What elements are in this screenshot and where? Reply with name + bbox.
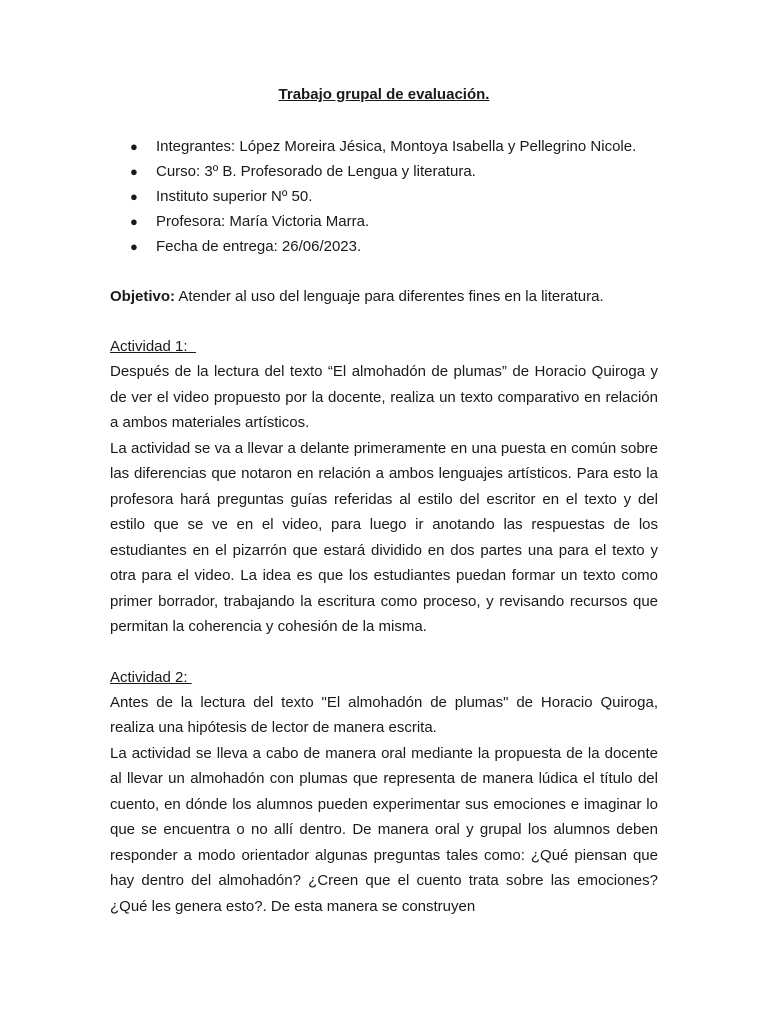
bullet-icon: ● [130,214,138,229]
activity-2-paragraph-1: Antes de la lectura del texto "El almohadón de plumas" de Horacio Quiroga, realiza una hipótesis de lector de manera escrita. [110,693,658,736]
objective-text: Atender al uso del lenguaje para diferentes fines en la literatura. [175,288,604,305]
objective [110,284,658,309]
info-item-course [130,159,658,184]
bullet-icon: ● [130,239,138,254]
activity-2-heading: Actividad 2: [110,668,192,686]
activity-2-paragraph-2: La actividad se lleva a cabo de manera oral mediante la propuesta de la docente al llevar un almohadón con plumas que representa de manera lúdica el título del cuento, en dónde los alumnos pueden experimentar sus emociones e imaginar lo que se encuentra o no allí dentro. De manera oral y grupal los alumnos deben responder a modo orientador algunas preguntas tales como: ¿Qué piensan que hay dentro del almohadón? ¿Creen que el cuento trata sobre las emociones? ¿Qué les genera esto?. De esta manera se construyen [110,744,658,915]
info-item-text: Fecha de entrega: 26/06/2023. [156,238,362,255]
info-list [110,134,658,259]
bullet-icon: ● [130,189,138,204]
info-item-institute [130,184,658,209]
bullet-icon: ● [130,139,138,154]
activity-1-paragraph-2: La actividad se va a llevar a delante primeramente en una puesta en común sobre las diferencias que notaron en relación a ambos lenguajes artísticos. Para esto la profesora hará preguntas guías referidas al estilo del escritor en el texto y del estilo que se ve en el video, para luego ir anotando las respuestas de los estudiantes en el pizarrón que estará dividido en dos partes una para el texto y otra para el video. La idea es que los estudiantes puedan formar un texto como primer borrador, trabajando la escritura como proceso, y revisando recursos que permitan la coherencia y cohesión de la misma. [110,439,658,635]
objective-label: Objetivo: [110,288,176,305]
info-item-members [130,134,658,159]
activity-2-section [110,665,658,920]
info-item-text: Profesora: María Victoria Marra. [156,213,370,230]
info-item-text: Curso: 3º B. Profesorado de Lengua y literatura. [156,163,476,180]
info-item-due-date [130,234,658,259]
bullet-icon: ● [130,164,138,179]
info-item-teacher [130,209,658,234]
document-title: Trabajo grupal de evaluación. [278,86,490,103]
info-item-text: Instituto superior Nº 50. [156,188,313,205]
info-item-text: Integrantes: López Moreira Jésica, Montoya Isabella y Pellegrino Nicole. [156,138,637,155]
activity-1-section [110,334,658,640]
activity-1-paragraph-1: Después de la lectura del texto “El almohadón de plumas” de Horacio Quiroga y de ver el video propuesto por la docente, realiza un texto comparativo en relación a ambos materiales artísticos. [110,363,658,431]
activity-1-heading: Actividad 1: [110,338,196,355]
